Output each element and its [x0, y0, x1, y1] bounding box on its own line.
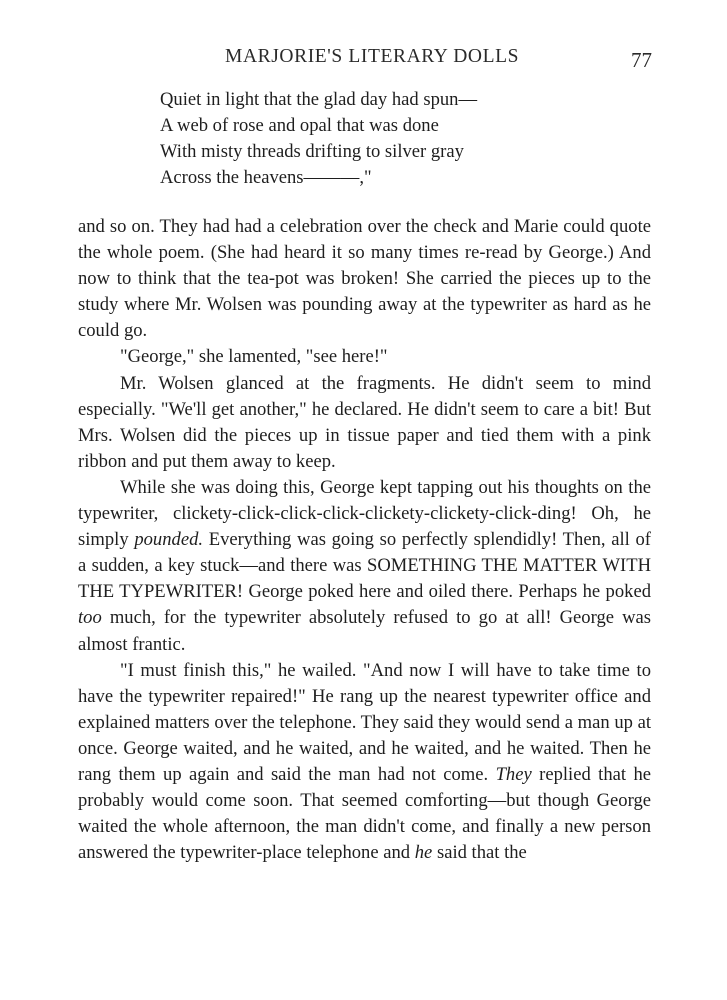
poem-excerpt	[160, 87, 620, 191]
italic-emphasis: pounded.	[134, 529, 204, 551]
running-title: MARJORIE'S LITERARY DOLLS	[225, 46, 520, 67]
paragraph: "George," she lamented, "see here!"	[120, 346, 388, 368]
text-run: said that the	[432, 842, 527, 864]
italic-emphasis: They	[495, 763, 532, 785]
page-number: 77	[631, 48, 652, 72]
text-run: "I must finish this," he wailed. "And now I will have to take time to have the typewriter repaired!" He rang up the nearest typewriter office and explained matters over the telephone. They said they would send a man up at once. George waited, and he waited, and he waited, and he waited. Then he rang them up again and said the man had not come.	[78, 659, 651, 785]
italic-emphasis: he	[414, 842, 433, 864]
text-run: much, for the typewriter absolutely refused to go at all! George was almost frantic.	[78, 607, 651, 655]
verse-line: Across the heavens———,"	[160, 167, 372, 188]
verse-line: A web of rose and opal that was done	[160, 115, 439, 136]
text-run: Everything was going so perfectly splendidly! Then, all of a sudden, a key stuck—and there was SOMETHING THE MATTER WITH THE TYPEWRITER! George poked here and oiled there. Perhaps he poked	[78, 529, 651, 603]
text-run: replied that he probably would come soon. That seemed comforting—but though George waited the whole afternoon, the man didn't come, and finally a new person answered the typewriter-place telephone and	[78, 763, 652, 864]
paragraph	[78, 475, 651, 658]
italic-emphasis: too	[78, 607, 102, 629]
paragraph	[78, 658, 651, 867]
text-run: While she was doing this, George kept tapping out his thoughts on the typewriter, clickety-click-click-click-clickety-clickety-click-ding! Oh, he simply	[78, 476, 651, 551]
paragraph: and so on. They had had a celebration over the check and Marie could quote the whole poem. (She had heard it so many times re-read by George.) And now to think that the tea-pot was broken! She carried the pieces up to the study where Mr. Wolsen was pounding away at the typewriter as hard as he could go.	[78, 216, 651, 342]
verse-line: Quiet in light that the glad day had spun—	[160, 89, 478, 110]
body-text	[78, 214, 651, 866]
paragraph: Mr. Wolsen glanced at the fragments. He didn't seem to mind especially. "We'll get another," he declared. He didn't seem to care a bit! But Mrs. Wolsen did the pieces up in tissue paper and tied them with a pink ribbon and put them away to keep.	[78, 372, 651, 472]
verse-line: With misty threads drifting to silver gray	[160, 141, 464, 162]
